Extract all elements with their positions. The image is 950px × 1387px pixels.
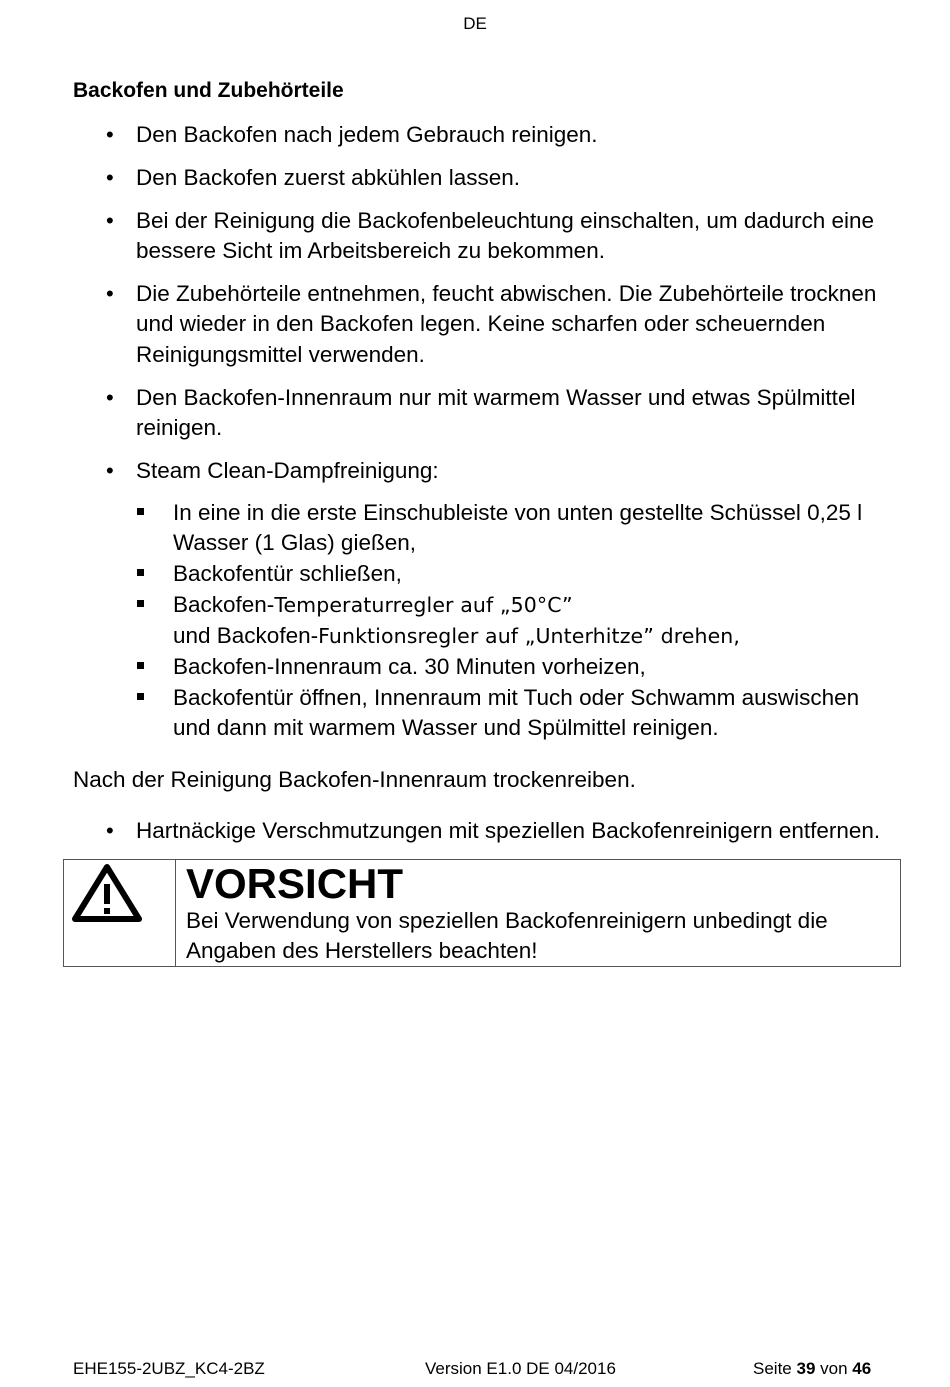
footer-page-current: 39 [796, 1359, 816, 1378]
steam-step-text: Backofen-Innenraum ca. 30 Minuten vorheizen, [173, 654, 646, 679]
footer-page-prefix: Seite [753, 1359, 792, 1378]
steam-step-text-part: Funktionsregler auf „Unterhitze” drehen, [318, 624, 741, 648]
bullet-text: Den Backofen zuerst abkühlen lassen. [136, 165, 520, 190]
square-bullet-icon [137, 508, 144, 515]
caution-text: Angaben des Herstellers beachten! [186, 938, 538, 963]
bullet-text: reinigen. [136, 415, 223, 440]
steam-step-text-part: und Backofen- [173, 623, 319, 648]
bullet-icon: • [106, 818, 114, 843]
square-bullet-icon [137, 662, 144, 669]
warning-triangle-icon [72, 864, 142, 922]
steam-step-text-part: Temperaturregler auf „50°C” [274, 593, 573, 617]
steam-step-text: und dann mit warmem Wasser und Spülmittel reinigen. [173, 715, 719, 740]
bullet-text: Den Backofen-Innenraum nur mit warmem Wasser und etwas Spülmittel [136, 385, 856, 410]
square-bullet-icon [137, 693, 144, 700]
footer-page-sep: von [820, 1359, 848, 1378]
bullet-icon: • [106, 281, 114, 306]
section-heading: Backofen und Zubehörteile [73, 79, 344, 102]
footer-page-total: 46 [852, 1359, 872, 1378]
bullet-icon: • [106, 385, 114, 410]
steam-step-text: Backofentür schließen, [173, 561, 402, 586]
steam-step-text [173, 621, 740, 651]
bullet-icon: • [106, 208, 114, 233]
footer-model: EHE155-2UBZ_KC4-2BZ [73, 1359, 265, 1378]
bullet-icon: • [106, 122, 114, 147]
bullet-text: Die Zubehörteile entnehmen, feucht abwischen. Die Zubehörteile trocknen [136, 281, 877, 306]
bullet-text: Hartnäckige Verschmutzungen mit speziellen Backofenreinigern entfernen. [136, 818, 881, 843]
steam-step-text [173, 590, 573, 620]
bullet-text: Steam Clean-Dampfreinigung: [136, 458, 439, 483]
caution-text: Bei Verwendung von speziellen Backofenreinigern unbedingt die [186, 908, 828, 933]
footer-version: Version E1.0 DE 04/2016 [425, 1359, 616, 1378]
bullet-icon: • [106, 165, 114, 190]
page-language-label: DE [463, 14, 487, 33]
bullet-text: Bei der Reinigung die Backofenbeleuchtung einschalten, um dadurch eine [136, 208, 875, 233]
bullet-icon: • [106, 458, 114, 483]
after-cleaning-text: Nach der Reinigung Backofen-Innenraum trockenreiben. [73, 767, 636, 792]
footer-page-number [753, 1359, 871, 1379]
steam-step-text-part: Backofen- [173, 592, 275, 617]
caution-title: VORSICHT [186, 860, 404, 907]
caution-divider [175, 859, 176, 967]
bullet-text: und wieder in den Backofen legen. Keine scharfen oder scheuernden [136, 311, 826, 336]
steam-step-text: In eine in die erste Einschubleiste von unten gestellte Schüssel 0,25 l [173, 500, 863, 525]
bullet-text: bessere Sicht im Arbeitsbereich zu bekommen. [136, 238, 605, 263]
square-bullet-icon [137, 569, 144, 576]
square-bullet-icon [137, 600, 144, 607]
bullet-text: Reinigungsmittel verwenden. [136, 342, 425, 367]
bullet-text: Den Backofen nach jedem Gebrauch reinigen. [136, 122, 598, 147]
steam-step-text: Wasser (1 Glas) gießen, [173, 530, 416, 555]
steam-step-text: Backofentür öffnen, Innenraum mit Tuch oder Schwamm auswischen [173, 685, 860, 710]
